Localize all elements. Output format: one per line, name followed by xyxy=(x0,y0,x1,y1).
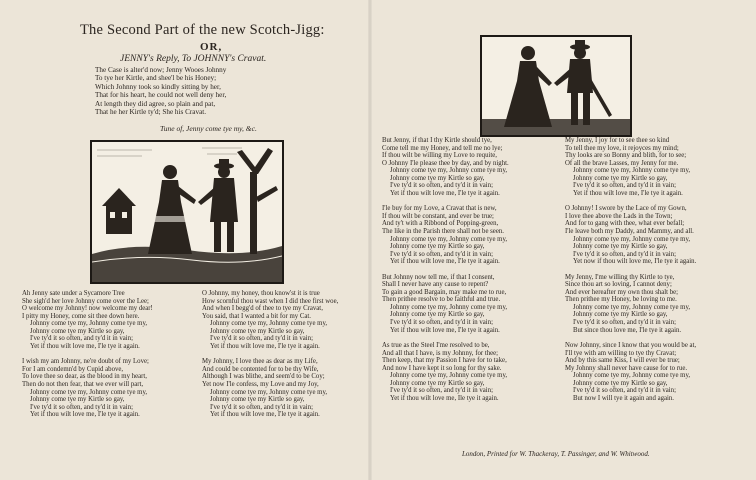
verse-line: But Jenny, if that I thy Kirtle should tye, xyxy=(382,137,492,144)
ballad-subtitle: JENNY's Reply, To JOHNNY's Cravat. xyxy=(120,54,267,64)
stanza xyxy=(202,290,364,350)
printer-imprint: London, Printed for W. Thackeray, T. Passinger, and W. Whitwood. xyxy=(462,450,650,458)
chorus-line: Johnny come tye my Kirtle so gay, xyxy=(30,327,125,335)
chorus-line: Johnny come tye my Kirtle so gay, xyxy=(210,396,305,404)
chorus-line: But since thou love me, I'le tye it again. xyxy=(573,326,682,334)
intro-line: The Case is alter'd now; Jenny Wooes Johnny xyxy=(95,66,227,74)
verse-line: I wish my am Johnny, ne're doubt of my Love; xyxy=(22,358,149,366)
verse-line: I'le leave both my Daddy, and Mammy, and all. xyxy=(565,228,694,236)
chorus-line: Johnny come tye my, Johnny come tye my, xyxy=(210,320,328,328)
verse-line: And could be contented for to be thy Wife, xyxy=(202,365,319,373)
chorus-line: Johnny come tye my, Johnny come tye my, xyxy=(30,388,148,396)
chorus-line: I've ty'd it so often, and ty'd it in vain; xyxy=(573,250,676,258)
verse-column-2 xyxy=(202,290,364,419)
chorus-line: I've ty'd it so often, and ty'd it in vain; xyxy=(30,335,133,343)
verse-line: Come tell me my Honey, and tell me no lye; xyxy=(382,144,503,152)
verse-line: To love thee so dear, as the blood in my heart, xyxy=(22,373,147,381)
verse-line: And for to gang with thee, what ever befall; xyxy=(565,220,685,228)
verse-line: Then keep, that my Passion I have for to take, xyxy=(382,357,507,365)
chorus-line: Johnny come tye my, Johnny come tye my, xyxy=(390,372,508,380)
verse-line: Ah Jenny sate under a Sycamore Tree xyxy=(22,290,125,297)
verse-line: My Johnny, I love thee as dear as my Life, xyxy=(202,358,318,366)
stanza xyxy=(565,274,751,334)
chorus-line: Yet if thou wilt love me, I'le tye it again. xyxy=(30,342,140,350)
verse-line: O Johnny I'le please thee by day, and by night. xyxy=(382,159,509,167)
chorus-line: Yet if thou wilt love me, I'le tye it again. xyxy=(210,411,320,419)
verse-line: I love thee above the Lads in the Town; xyxy=(565,212,673,220)
chorus-line: Johnny come tye my, Johnny come tye my, xyxy=(390,303,508,311)
verse-line: She sigh'd her love Johnny come over the Lee; xyxy=(22,297,149,305)
verse-line: And all that I have, is my Johnny, for thee; xyxy=(382,349,499,357)
verse-line: Although I was blithe, and seem'd to be Coy; xyxy=(202,373,325,381)
verse-column-1 xyxy=(22,290,200,419)
stanza xyxy=(382,274,560,334)
chorus-line: Yet if thou wilt love me, I'le tye it again. xyxy=(390,326,500,334)
chorus-line: I've ty'd it so often, and ty'd it in vain; xyxy=(390,250,493,258)
verse-line: The like in the Parish there shall not be seen. xyxy=(382,228,504,236)
chorus-line: I've ty'd it so often, and ty'd it in vain; xyxy=(573,319,676,327)
verse-line: And ever hereafter my own thou shalt be; xyxy=(565,288,679,296)
verse-line: I'le buy for my Love, a Cravat that is new, xyxy=(382,205,497,213)
verse-line: You said, that I wanted a bit for my Cat. xyxy=(202,312,311,320)
verse-line: But Johnny now tell me, if that I consent, xyxy=(382,273,495,281)
verse-line: Then prithee resolve to be faithful and true. xyxy=(382,296,501,304)
stanza xyxy=(382,205,560,265)
chorus-line: Johnny come tye my, Johnny come tye my, xyxy=(210,388,328,396)
stanza xyxy=(22,290,200,350)
verse-line: Thy looks are so Bonny and blith, for to see; xyxy=(565,152,687,160)
verse-line: Shall I never have any cause to repent? xyxy=(382,281,489,289)
verse-line: O Johnny, my honey, thou know'st it is true xyxy=(202,290,320,297)
intro-line: To tye her Kirtle, and shee'l be his Honey; xyxy=(95,74,217,83)
chorus-line: I've ty'd it so often, and ty'd it in vain; xyxy=(573,387,676,395)
stanza xyxy=(22,358,200,418)
chorus-line: Johnny come tye my, Johnny come tye my, xyxy=(573,372,691,380)
intro-verse xyxy=(95,66,315,116)
chorus-line: But now I will tye it again and again. xyxy=(573,394,674,402)
chorus-line: Johnny come tye my Kirtle so gay, xyxy=(573,243,668,251)
stanza xyxy=(202,358,364,418)
verse-line: Then prithee my Honey, be loving to me. xyxy=(565,296,677,304)
chorus-line: Johnny come tye my Kirtle so gay, xyxy=(30,396,125,404)
page-fold xyxy=(368,0,372,480)
stanza xyxy=(565,342,751,402)
verse-line: Yet now I'le confess, my Love and my Joy, xyxy=(202,381,319,389)
verse-line: How scornful thou wast when I did thee first woe, xyxy=(202,297,339,305)
verse-line: As true as the Steel I'me resolved to be, xyxy=(382,342,490,350)
verse-line: And by this same Kiss, I will ever be true; xyxy=(565,357,680,365)
chorus-line: Yet if thou wilt love me, I'le tye it again. xyxy=(390,189,500,197)
chorus-line: Johnny come tye my Kirtle so gay, xyxy=(390,311,485,319)
intro-line: Which Johnny took so kindly sitting by her, xyxy=(95,82,221,91)
stanza xyxy=(565,205,751,265)
chorus-line: Johnny come tye my Kirtle so gay, xyxy=(573,311,668,319)
tune-line: Tune of, Jenny come tye my, &c. xyxy=(160,124,257,133)
chorus-line: Johnny come tye my Kirtle so gay, xyxy=(210,327,305,335)
verse-column-4 xyxy=(565,137,751,403)
chorus-line: I've ty'd it so often, and ty'd it in vain; xyxy=(573,182,676,190)
chorus-line: Yet if thou wilt love me, I'le tye it again. xyxy=(573,189,683,197)
verse-line: To gain a good Bargain, may make me to rue, xyxy=(382,288,507,296)
verse-line: Of all the brave Lasses, my Jenny for me. xyxy=(565,159,679,167)
ballad-title: The Second Part of the new Scotch-Jigg: xyxy=(80,22,325,38)
stanza xyxy=(382,342,560,402)
woodcut-standing-couple xyxy=(480,35,632,137)
chorus-line: I've ty'd it so often, and ty'd it in vain; xyxy=(210,403,313,411)
verse-line: To tell thee my love, it rejoyces my mind; xyxy=(565,144,679,152)
chorus-line: Yet if thou wilt love me, I'le tye it again. xyxy=(210,342,320,350)
chorus-line: Johnny come tye my, Johnny come tye my, xyxy=(390,167,508,175)
chorus-line: I've ty'd it so often, and ty'd it in vain; xyxy=(390,387,493,395)
verse-line: Since thou art so loving, I cannot deny; xyxy=(565,281,672,289)
verse-line: And now I have kept it so long for thy sake. xyxy=(382,364,502,372)
chorus-line: Johnny come tye my, Johnny come tye my, xyxy=(390,235,508,243)
chorus-line: I've ty'd it so often, and ty'd it in vain; xyxy=(210,335,313,343)
verse-line: Then do not then fear, that we ever will part, xyxy=(22,381,144,389)
verse-line: My Johnny shall never have cause for to rue. xyxy=(565,364,688,372)
chorus-line: Yet if thou wilt love me, I'le tye it again. xyxy=(30,411,140,419)
chorus-line: Johnny come tye my, Johnny come tye my, xyxy=(573,167,691,175)
chorus-line: Johnny come tye my Kirtle so gay, xyxy=(390,243,485,251)
chorus-line: Johnny come tye my, Johnny come tye my, xyxy=(573,235,691,243)
verse-line: And when I begg'd of thee to tye my Cravat, xyxy=(202,305,323,313)
verse-line: O welcome my Johnny! now welcome my dear! xyxy=(22,305,153,313)
chorus-line: Johnny come tye my, Johnny come tye my, xyxy=(573,303,691,311)
verse-line: O Johnny! I swore by the Lace of my Gown, xyxy=(565,205,687,213)
chorus-line: Yet if thou wilt love me, I'le tye it again. xyxy=(390,258,500,266)
intro-line: At length they did agree, so plain and pat, xyxy=(95,99,216,108)
chorus-line: Johnny come tye my Kirtle so gay, xyxy=(573,174,668,182)
verse-line: I'll tye with am willing to tye thy Cravat; xyxy=(565,349,677,357)
verse-line: And ty't with a Ribbond of Popping-green, xyxy=(382,220,499,228)
woodcut-couple-landscape xyxy=(90,140,284,284)
chorus-line: Johnny come tye my Kirtle so gay, xyxy=(390,174,485,182)
stanza xyxy=(565,137,751,197)
chorus-line: I've ty'd it so often, and ty'd it in vain; xyxy=(30,403,133,411)
intro-line: That for his heart, he could not well deny her, xyxy=(95,91,227,100)
chorus-line: Johnny come tye my, Johnny come tye my, xyxy=(30,320,148,328)
verse-line: Now Johnny, since I know that you would be at, xyxy=(565,342,697,350)
stanza xyxy=(382,137,560,197)
verse-column-3 xyxy=(382,137,560,403)
verse-line: My Jenny, I'me willing thy Kirtle to tye, xyxy=(565,273,675,281)
verse-line: My Jenny, I joy for to see thee so kind xyxy=(565,137,670,144)
verse-line: If thou wilt be willing my Love to requite, xyxy=(382,152,497,160)
chorus-line: I've ty'd it so often, and ty'd it in vain; xyxy=(390,319,493,327)
chorus-line: Johnny come tye my Kirtle so gay, xyxy=(573,379,668,387)
verse-line: For I am condemn'd by Cupid above, xyxy=(22,365,124,373)
chorus-line: I've ty'd it so often, and ty'd it in vain; xyxy=(390,182,493,190)
verse-line: If thou wilt be constant, and ever be true; xyxy=(382,212,494,220)
title-or: OR, xyxy=(200,41,223,53)
chorus-line: Yet if thou wilt love me, Ile tye it again. xyxy=(390,394,499,402)
intro-line: That he her Kirtle ty'd; She his Cravat. xyxy=(95,108,207,117)
chorus-line: Yet now if thou wilt love me, I'le tye it again. xyxy=(573,258,697,266)
verse-line: I pitty my Honey, come sit thee down here. xyxy=(22,312,140,320)
chorus-line: Johnny come tye my Kirtle so gay, xyxy=(390,379,485,387)
